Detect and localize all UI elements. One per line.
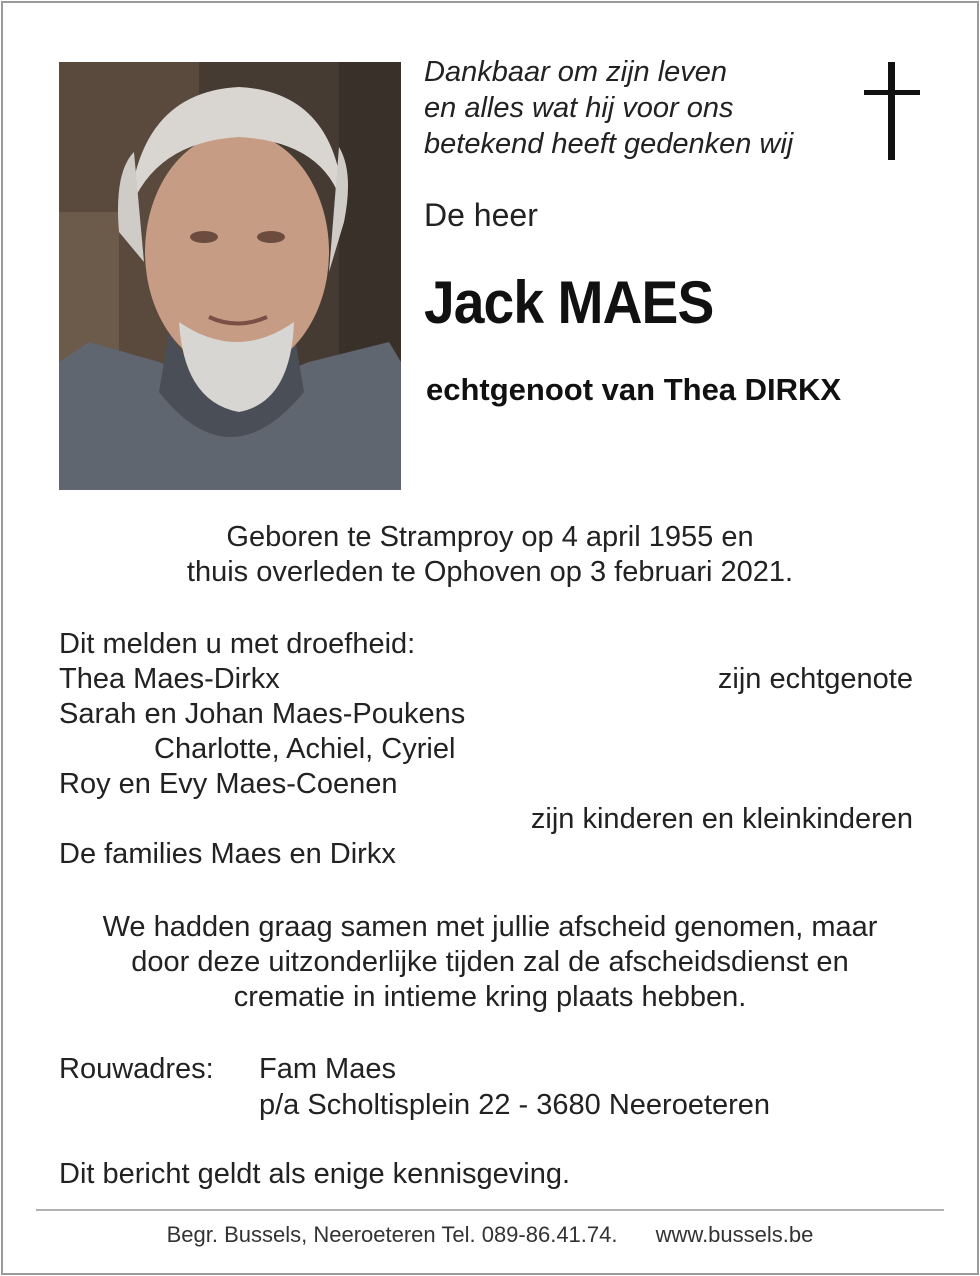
address-line: Fam Maes — [259, 1053, 396, 1085]
spouse-name: Thea Maes-Dirkx — [59, 663, 280, 695]
address-line: p/a Scholtisplein 22 - 3680 Neeroeteren — [259, 1089, 771, 1121]
family-intro: Dit melden u met droefheid: — [59, 628, 416, 660]
farewell-line: door deze uitzonderlijke tijden zal de afscheidsdienst en — [131, 946, 849, 978]
website-link[interactable]: www.bussels.be — [655, 1222, 814, 1247]
quote-line: en alles wat hij voor ons — [424, 92, 734, 124]
list-item — [59, 802, 919, 837]
footer — [0, 1222, 980, 1248]
list-item — [59, 662, 919, 697]
deceased-name: Jack MAES — [424, 269, 714, 336]
quote-line: betekend heeft gedenken wij — [424, 128, 794, 160]
memorial-quote — [424, 54, 793, 162]
footer-divider — [36, 1209, 944, 1211]
cross-icon — [864, 62, 922, 160]
life-dates — [0, 520, 980, 590]
farewell-line: crematie in intieme kring plaats hebben. — [233, 981, 747, 1013]
undertaker-info: Begr. Bussels, Neeroeteren Tel. 089-86.41.74. — [166, 1222, 618, 1247]
birth-line: Geboren te Stramproy op 4 april 1955 en — [226, 521, 754, 553]
children-role: zijn kinderen en kleinkinderen — [530, 803, 913, 835]
portrait-photo — [59, 62, 401, 490]
list-item: Roy en Evy Maes-Coenen — [59, 768, 398, 800]
notice-text: Dit bericht geldt als enige kennisgeving. — [59, 1158, 571, 1190]
family-list — [59, 627, 919, 872]
quote-line: Dankbaar om zijn leven — [424, 56, 728, 88]
spouse-role: zijn echtgenote — [717, 663, 913, 695]
farewell-line: We hadden graag samen met jullie afscheid genomen, maar — [102, 911, 878, 943]
list-item: Sarah en Johan Maes-Poukens — [59, 698, 466, 730]
list-item: Charlotte, Achiel, Cyriel — [154, 733, 456, 765]
farewell-text — [0, 910, 980, 1015]
spouse-line: echtgenoot van Thea DIRKX — [426, 372, 842, 407]
honorific: De heer — [424, 197, 538, 233]
list-item: De families Maes en Dirkx — [59, 838, 396, 870]
address-label: Rouwadres: — [59, 1053, 214, 1085]
death-line: thuis overleden te Ophoven op 3 februari 2021. — [186, 556, 794, 588]
